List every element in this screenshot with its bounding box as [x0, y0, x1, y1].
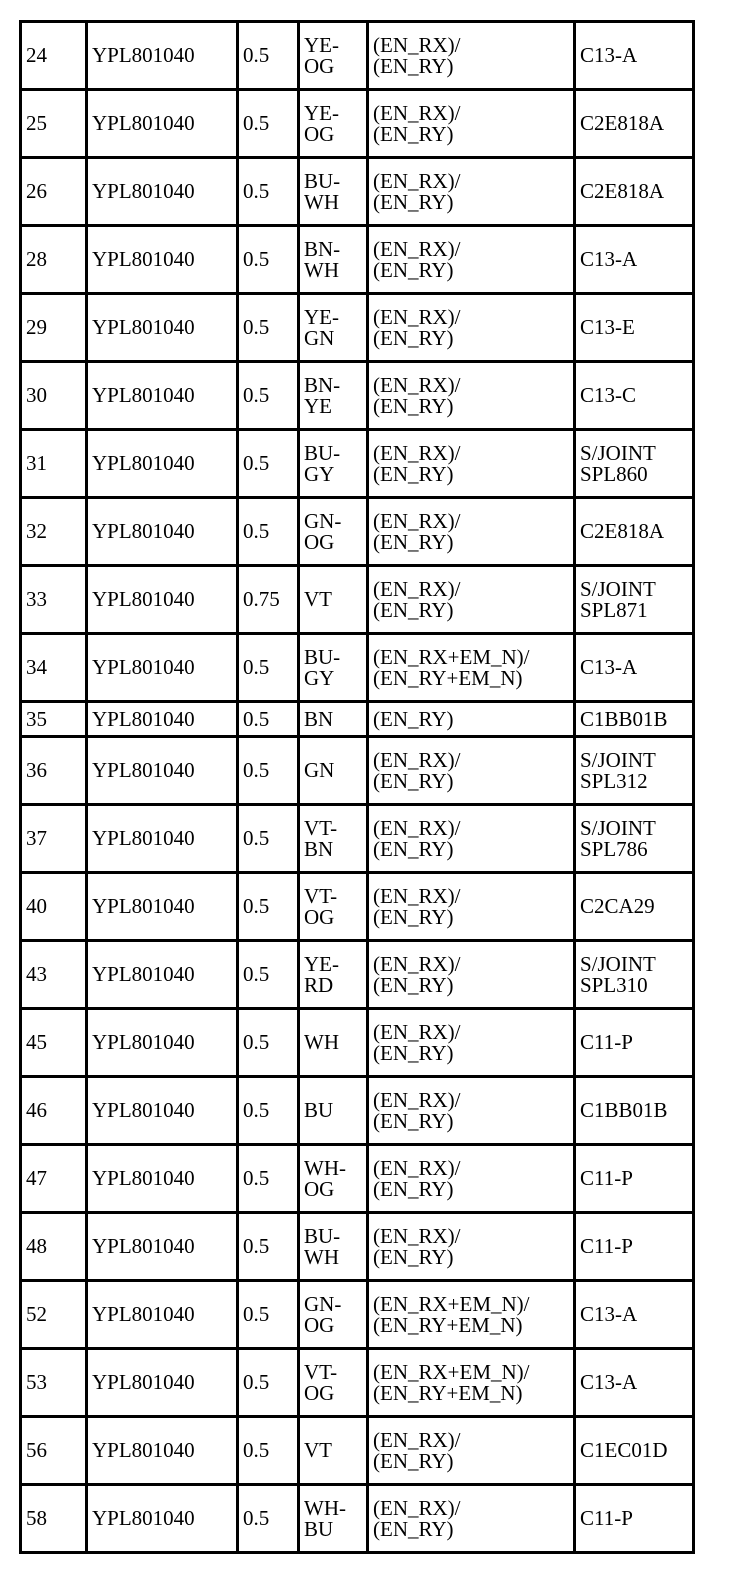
cell-number: 33: [21, 566, 87, 634]
cell-signal: [368, 941, 575, 1009]
cell-wire-size: 0.5: [238, 294, 299, 362]
cell-signal: [368, 1145, 575, 1213]
cell-part-number: YPL801040: [87, 158, 238, 226]
cell-signal-line: (EN_RY): [373, 53, 454, 78]
cell-number: 58: [21, 1485, 87, 1553]
table-row: [21, 1349, 694, 1417]
cell-destination: [575, 1281, 694, 1349]
table-row: [21, 294, 694, 362]
cell-part-number: YPL801040: [87, 634, 238, 702]
cell-wire-color-line: GN-: [304, 508, 342, 533]
cell-signal-line: (EN_RX)/: [373, 815, 461, 840]
cell-signal-line: (EN_RY): [373, 1244, 454, 1269]
cell-destination-line: C2E818A: [580, 519, 664, 543]
table-row: [21, 805, 694, 873]
cell-signal: [368, 1349, 575, 1417]
cell-number: 31: [21, 430, 87, 498]
table-row: [21, 1417, 694, 1485]
cell-destination: [575, 566, 694, 634]
cell-wire-color-line: OG: [304, 1176, 335, 1201]
cell-wire-size: 0.5: [238, 430, 299, 498]
cell-number: 35: [21, 702, 87, 737]
cell-part-number: YPL801040: [87, 362, 238, 430]
cell-destination: [575, 90, 694, 158]
cell-signal-line: (EN_RX)/: [373, 951, 461, 976]
cell-destination: [575, 22, 694, 90]
cell-wire-size: 0.5: [238, 1349, 299, 1417]
cell-wire-size: 0.5: [238, 737, 299, 805]
cell-number: 56: [21, 1417, 87, 1485]
cell-wire-color-line: BN-: [304, 372, 341, 397]
cell-number: 52: [21, 1281, 87, 1349]
cell-wire-color-line: OG: [304, 904, 335, 929]
cell-destination-line: SPL871: [580, 597, 648, 622]
cell-part-number: YPL801040: [87, 294, 238, 362]
table-row: [21, 1281, 694, 1349]
cell-signal-line: (EN_RX+EM_N)/: [373, 644, 530, 669]
cell-destination: [575, 1349, 694, 1417]
cell-destination-line: C1EC01D: [580, 1438, 668, 1462]
cell-wire-color: [299, 737, 368, 805]
cell-part-number: YPL801040: [87, 498, 238, 566]
cell-signal-line: (EN_RX)/: [373, 100, 461, 125]
cell-wire-size: 0.5: [238, 90, 299, 158]
cell-signal-line: (EN_RY): [373, 836, 454, 861]
cell-signal-line: (EN_RY): [373, 1516, 454, 1541]
cell-signal-line: (EN_RX)/: [373, 236, 461, 261]
cell-destination: [575, 873, 694, 941]
cell-signal-line: (EN_RY): [373, 393, 454, 418]
cell-signal-line: (EN_RY): [373, 1176, 454, 1201]
cell-signal-line: (EN_RX)/: [373, 1019, 461, 1044]
cell-wire-color: [299, 805, 368, 873]
cell-destination: [575, 634, 694, 702]
table-row: [21, 430, 694, 498]
cell-destination-line: C13-A: [580, 655, 638, 679]
cell-wire-color-line: BU: [304, 1098, 334, 1122]
cell-signal-line: (EN_RX)/: [373, 168, 461, 193]
cell-wire-color-line: BU: [304, 1516, 334, 1541]
table-row: [21, 158, 694, 226]
cell-wire-color: [299, 1485, 368, 1553]
table-row: [21, 566, 694, 634]
cell-wire-size: 0.5: [238, 226, 299, 294]
cell-part-number: YPL801040: [87, 90, 238, 158]
cell-wire-size: 0.5: [238, 941, 299, 1009]
cell-wire-color: [299, 1077, 368, 1145]
cell-signal: [368, 90, 575, 158]
cell-wire-color: [299, 1145, 368, 1213]
cell-destination: [575, 805, 694, 873]
cell-number: 40: [21, 873, 87, 941]
cell-wire-color: [299, 1281, 368, 1349]
table-row: [21, 362, 694, 430]
cell-signal-line: (EN_RY): [373, 1040, 454, 1065]
table-row: [21, 702, 694, 737]
cell-part-number: YPL801040: [87, 1485, 238, 1553]
cell-destination-line: C11-P: [580, 1234, 633, 1258]
cell-number: 37: [21, 805, 87, 873]
cell-signal: [368, 226, 575, 294]
cell-signal-line: (EN_RX+EM_N)/: [373, 1359, 530, 1384]
cell-wire-color: [299, 873, 368, 941]
cell-part-number: YPL801040: [87, 22, 238, 90]
cell-signal-line: (EN_RY+EM_N): [373, 1312, 523, 1337]
cell-signal-line: (EN_RY): [373, 189, 454, 214]
cell-signal-line: (EN_RX)/: [373, 576, 461, 601]
cell-signal: [368, 294, 575, 362]
cell-signal-line: (EN_RX)/: [373, 1427, 461, 1452]
cell-destination: [575, 1417, 694, 1485]
cell-wire-color: [299, 566, 368, 634]
cell-wire-color: [299, 90, 368, 158]
cell-wire-size: 0.5: [238, 702, 299, 737]
table-row: [21, 22, 694, 90]
table-row: [21, 1009, 694, 1077]
cell-wire-color: [299, 1417, 368, 1485]
cell-number: 32: [21, 498, 87, 566]
cell-part-number: YPL801040: [87, 737, 238, 805]
cell-number: 47: [21, 1145, 87, 1213]
cell-wire-color-line: VT: [304, 587, 332, 611]
cell-signal: [368, 1077, 575, 1145]
table-row: [21, 737, 694, 805]
cell-wire-color-line: RD: [304, 972, 334, 997]
cell-destination-line: SPL786: [580, 836, 648, 861]
cell-destination-line: C2CA29: [580, 894, 655, 918]
cell-destination-line: C13-A: [580, 1302, 638, 1326]
cell-wire-color-line: GN: [304, 758, 335, 782]
cell-part-number: YPL801040: [87, 1281, 238, 1349]
cell-signal: [368, 1417, 575, 1485]
cell-wire-color-line: BU-: [304, 1223, 341, 1248]
cell-wire-color-line: YE-: [304, 100, 339, 125]
cell-wire-color: [299, 634, 368, 702]
table-row: [21, 90, 694, 158]
cell-signal-line: (EN_RX)/: [373, 1223, 461, 1248]
cell-wire-color-line: OG: [304, 1380, 335, 1405]
cell-number: 25: [21, 90, 87, 158]
cell-wire-color: [299, 1009, 368, 1077]
cell-part-number: YPL801040: [87, 702, 238, 737]
cell-wire-color-line: WH: [304, 1244, 339, 1269]
cell-signal-line: (EN_RX)/: [373, 1087, 461, 1112]
cell-wire-color-line: GY: [304, 665, 335, 690]
cell-signal-line: (EN_RY): [373, 706, 454, 731]
table-row: [21, 226, 694, 294]
cell-destination-line: S/JOINT: [580, 815, 656, 840]
cell-signal-line: (EN_RY+EM_N): [373, 1380, 523, 1405]
cell-part-number: YPL801040: [87, 1213, 238, 1281]
cell-destination: [575, 1009, 694, 1077]
cell-destination: [575, 737, 694, 805]
cell-wire-size: 0.5: [238, 158, 299, 226]
cell-wire-color: [299, 1349, 368, 1417]
cell-wire-size: 0.5: [238, 805, 299, 873]
cell-wire-color-line: BN: [304, 706, 334, 731]
cell-wire-color-line: BN-: [304, 236, 341, 261]
cell-destination-line: C11-P: [580, 1030, 633, 1054]
cell-number: 30: [21, 362, 87, 430]
table-row: [21, 634, 694, 702]
cell-signal: [368, 873, 575, 941]
cell-wire-color: [299, 498, 368, 566]
cell-destination: [575, 1485, 694, 1553]
cell-destination-line: C2E818A: [580, 111, 664, 135]
wire-table: [19, 20, 695, 1554]
cell-signal-line: (EN_RY): [373, 597, 454, 622]
cell-part-number: YPL801040: [87, 1349, 238, 1417]
cell-signal: [368, 805, 575, 873]
cell-wire-color-line: WH-: [304, 1155, 346, 1180]
cell-part-number: YPL801040: [87, 805, 238, 873]
cell-wire-color: [299, 158, 368, 226]
cell-number: 26: [21, 158, 87, 226]
cell-signal-line: (EN_RY): [373, 257, 454, 282]
cell-number: 34: [21, 634, 87, 702]
cell-destination: [575, 702, 694, 737]
cell-signal-line: (EN_RY): [373, 121, 454, 146]
cell-destination: [575, 430, 694, 498]
cell-signal: [368, 566, 575, 634]
cell-signal: [368, 702, 575, 737]
cell-wire-color-line: OG: [304, 529, 335, 554]
table-row: [21, 498, 694, 566]
cell-part-number: YPL801040: [87, 1417, 238, 1485]
wire-table-body: [21, 22, 694, 1553]
cell-wire-color-line: WH: [304, 189, 339, 214]
table-row: [21, 1213, 694, 1281]
cell-destination-line: C13-A: [580, 1370, 638, 1394]
cell-wire-color-line: YE-: [304, 32, 339, 57]
cell-wire-color-line: OG: [304, 121, 335, 146]
cell-signal-line: (EN_RY): [373, 768, 454, 793]
cell-wire-color-line: GN-: [304, 1291, 342, 1316]
cell-part-number: YPL801040: [87, 566, 238, 634]
cell-signal-line: (EN_RY): [373, 529, 454, 554]
cell-wire-size: 0.5: [238, 873, 299, 941]
cell-wire-size: 0.5: [238, 1213, 299, 1281]
cell-number: 29: [21, 294, 87, 362]
cell-signal: [368, 737, 575, 805]
cell-wire-color-line: BN: [304, 836, 334, 861]
cell-number: 36: [21, 737, 87, 805]
cell-wire-color-line: GY: [304, 461, 335, 486]
cell-wire-color: [299, 294, 368, 362]
cell-signal: [368, 430, 575, 498]
cell-wire-size: 0.5: [238, 1281, 299, 1349]
cell-signal-line: (EN_RY): [373, 1448, 454, 1473]
cell-signal-line: (EN_RY): [373, 461, 454, 486]
cell-destination-line: S/JOINT: [580, 576, 656, 601]
cell-signal-line: (EN_RX)/: [373, 1495, 461, 1520]
cell-part-number: YPL801040: [87, 873, 238, 941]
cell-wire-color: [299, 22, 368, 90]
cell-destination-line: SPL310: [580, 972, 648, 997]
cell-destination-line: S/JOINT: [580, 747, 656, 772]
cell-signal: [368, 634, 575, 702]
cell-signal-line: (EN_RY): [373, 904, 454, 929]
cell-number: 48: [21, 1213, 87, 1281]
cell-wire-size: 0.5: [238, 22, 299, 90]
cell-part-number: YPL801040: [87, 1009, 238, 1077]
cell-destination: [575, 158, 694, 226]
cell-signal-line: (EN_RX)/: [373, 1155, 461, 1180]
cell-destination-line: C1BB01B: [580, 706, 668, 731]
cell-number: 43: [21, 941, 87, 1009]
cell-destination-line: SPL860: [580, 461, 648, 486]
cell-wire-size: 0.5: [238, 1009, 299, 1077]
cell-signal-line: (EN_RY): [373, 325, 454, 350]
cell-wire-color-line: YE: [304, 393, 332, 418]
cell-wire-color-line: WH: [304, 1030, 339, 1054]
cell-signal-line: (EN_RX)/: [373, 440, 461, 465]
cell-destination: [575, 941, 694, 1009]
cell-wire-color: [299, 226, 368, 294]
cell-wire-size: 0.5: [238, 1485, 299, 1553]
cell-wire-color: [299, 702, 368, 737]
cell-wire-size: 0.5: [238, 1077, 299, 1145]
cell-wire-color-line: VT-: [304, 1359, 338, 1384]
cell-destination-line: C11-P: [580, 1506, 633, 1530]
cell-signal-line: (EN_RX)/: [373, 747, 461, 772]
cell-wire-color-line: YE-: [304, 304, 339, 329]
cell-wire-color-line: WH: [304, 257, 339, 282]
cell-wire-color-line: VT-: [304, 815, 338, 840]
cell-number: 46: [21, 1077, 87, 1145]
cell-signal-line: (EN_RY): [373, 1108, 454, 1133]
cell-wire-color: [299, 1213, 368, 1281]
cell-destination-line: S/JOINT: [580, 440, 656, 465]
cell-destination: [575, 362, 694, 430]
cell-signal-line: (EN_RX+EM_N)/: [373, 1291, 530, 1316]
cell-destination: [575, 1077, 694, 1145]
cell-part-number: YPL801040: [87, 226, 238, 294]
cell-signal: [368, 22, 575, 90]
cell-wire-color-line: BU-: [304, 440, 341, 465]
cell-signal: [368, 498, 575, 566]
cell-destination-line: S/JOINT: [580, 951, 656, 976]
cell-signal-line: (EN_RX)/: [373, 372, 461, 397]
cell-signal-line: (EN_RX)/: [373, 304, 461, 329]
cell-destination-line: C13-A: [580, 247, 638, 271]
cell-wire-color-line: VT: [304, 1438, 332, 1462]
cell-part-number: YPL801040: [87, 941, 238, 1009]
cell-wire-color: [299, 362, 368, 430]
cell-signal: [368, 1009, 575, 1077]
cell-destination-line: C1BB01B: [580, 1098, 668, 1122]
table-row: [21, 941, 694, 1009]
cell-destination-line: C13-E: [580, 315, 635, 339]
cell-wire-size: 0.75: [238, 566, 299, 634]
cell-signal-line: (EN_RX)/: [373, 883, 461, 908]
cell-destination: [575, 226, 694, 294]
cell-destination: [575, 1145, 694, 1213]
cell-signal: [368, 362, 575, 430]
cell-signal-line: (EN_RY+EM_N): [373, 665, 523, 690]
cell-destination: [575, 498, 694, 566]
cell-wire-color-line: OG: [304, 1312, 335, 1337]
cell-destination-line: C13-C: [580, 383, 637, 407]
cell-signal-line: (EN_RX)/: [373, 32, 461, 57]
table-row: [21, 1077, 694, 1145]
cell-wire-color: [299, 941, 368, 1009]
cell-wire-color-line: OG: [304, 53, 335, 78]
cell-number: 53: [21, 1349, 87, 1417]
cell-signal-line: (EN_RY): [373, 972, 454, 997]
table-row: [21, 873, 694, 941]
cell-wire-size: 0.5: [238, 1145, 299, 1213]
cell-part-number: YPL801040: [87, 1145, 238, 1213]
cell-signal: [368, 1281, 575, 1349]
cell-wire-color-line: YE-: [304, 951, 339, 976]
cell-signal: [368, 158, 575, 226]
cell-wire-size: 0.5: [238, 1417, 299, 1485]
cell-destination-line: SPL312: [580, 768, 648, 793]
cell-destination-line: C11-P: [580, 1166, 633, 1190]
cell-wire-color-line: BU-: [304, 168, 341, 193]
cell-wire-color-line: VT-: [304, 883, 338, 908]
cell-wire-size: 0.5: [238, 634, 299, 702]
cell-wire-color-line: BU-: [304, 644, 341, 669]
cell-destination-line: C13-A: [580, 43, 638, 67]
cell-wire-size: 0.5: [238, 362, 299, 430]
cell-number: 45: [21, 1009, 87, 1077]
cell-number: 28: [21, 226, 87, 294]
cell-wire-color: [299, 430, 368, 498]
cell-part-number: YPL801040: [87, 430, 238, 498]
cell-signal: [368, 1213, 575, 1281]
cell-signal: [368, 1485, 575, 1553]
cell-destination: [575, 294, 694, 362]
cell-destination: [575, 1213, 694, 1281]
cell-wire-color-line: GN: [304, 325, 335, 350]
cell-number: 24: [21, 22, 87, 90]
table-row: [21, 1485, 694, 1553]
cell-signal-line: (EN_RX)/: [373, 508, 461, 533]
table-row: [21, 1145, 694, 1213]
cell-part-number: YPL801040: [87, 1077, 238, 1145]
cell-destination-line: C2E818A: [580, 179, 664, 203]
cell-wire-color-line: WH-: [304, 1495, 346, 1520]
cell-wire-size: 0.5: [238, 498, 299, 566]
